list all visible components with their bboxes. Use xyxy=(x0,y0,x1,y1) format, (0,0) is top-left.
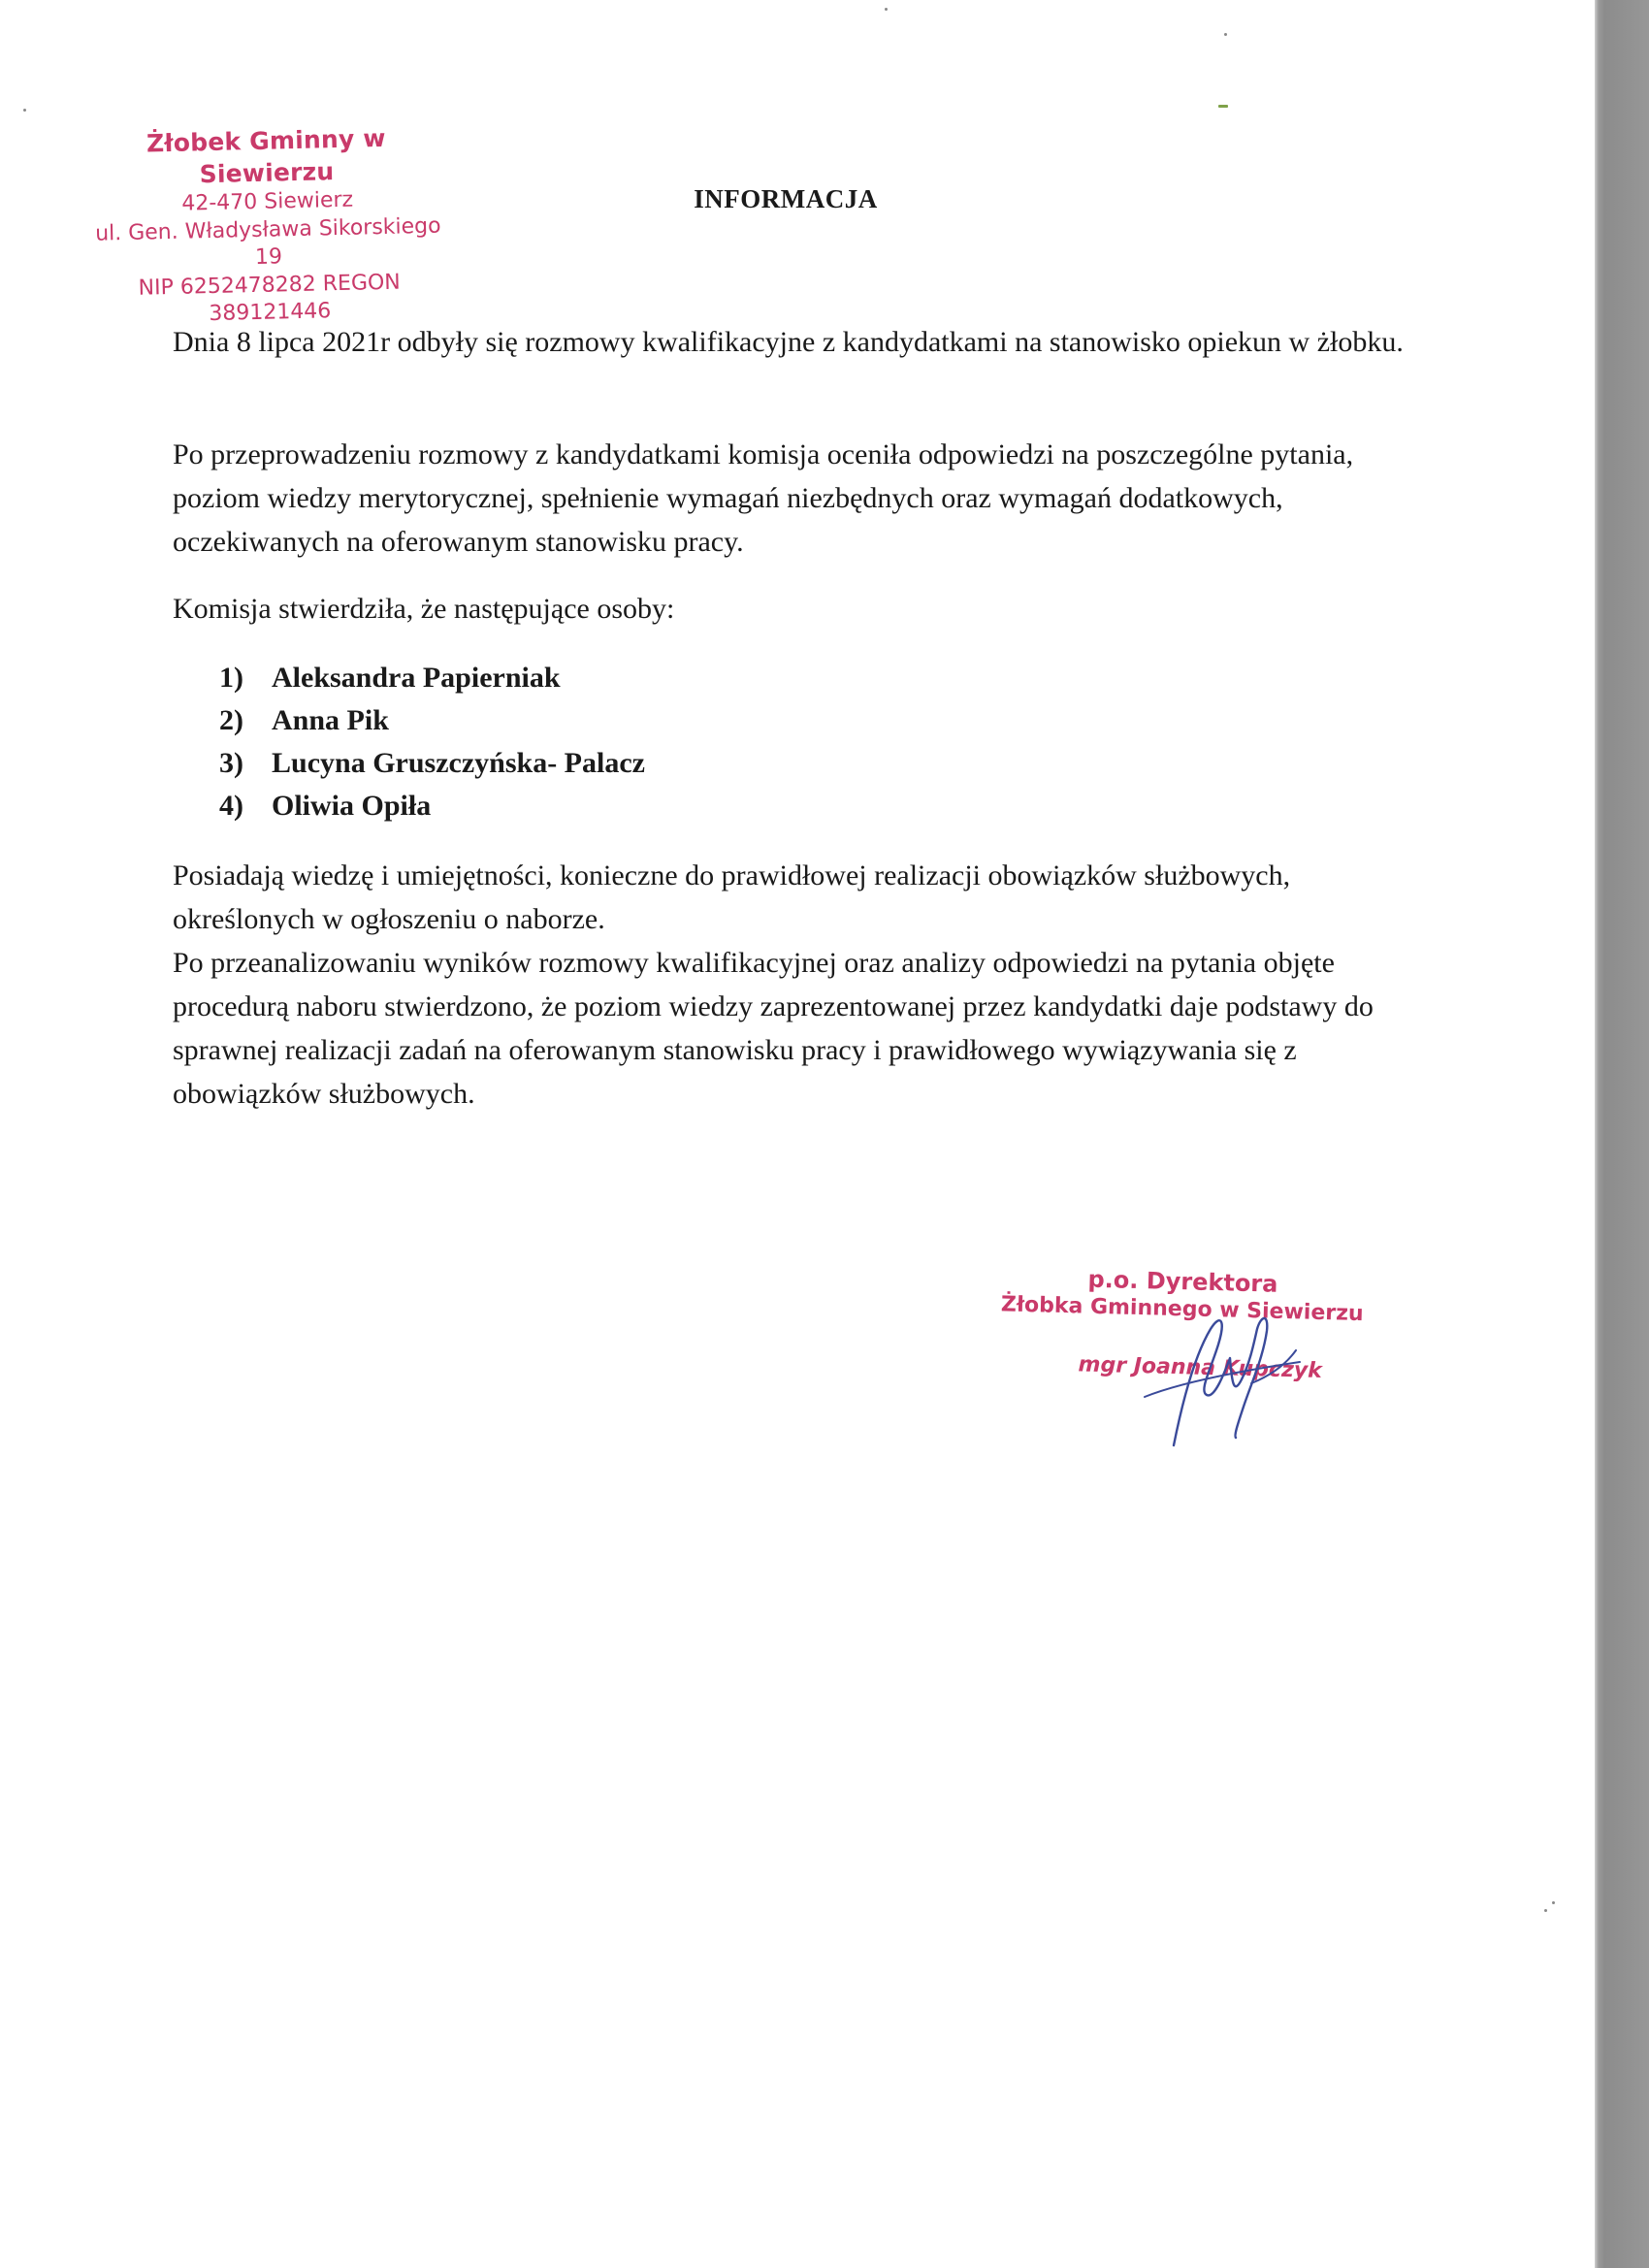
stamp-postal-code: 42-470 Siewierz xyxy=(181,187,354,216)
candidate-name: Oliwia Opiła xyxy=(272,790,432,822)
handwritten-signature xyxy=(1106,1290,1319,1455)
list-item xyxy=(219,742,645,785)
candidate-name: Aleksandra Papierniak xyxy=(272,662,561,694)
paragraph-committee-statement: Komisja stwierdziła, że następujące osoby: xyxy=(173,593,675,625)
stamp-institution-name: Żłobek Gminny w Siewierzu xyxy=(146,123,386,188)
conclusion-block xyxy=(173,854,1424,1116)
signatory-role: p.o. Dyrektora xyxy=(1087,1265,1278,1298)
paragraph-interview-date: Dnia 8 lipca 2021r odbyły się rozmowy kwalifikacyjne z kandydatkami na stanowisko opiekun w żłobku. xyxy=(173,326,1404,358)
scan-speck xyxy=(23,109,26,112)
list-item xyxy=(219,785,645,827)
signatory-organization: Żłobka Gminnego w Siewierzu xyxy=(1000,1292,1364,1327)
scan-speck xyxy=(1224,33,1227,36)
list-item xyxy=(219,699,645,742)
scan-speck xyxy=(1544,1909,1547,1912)
candidate-name: Anna Pik xyxy=(272,704,389,736)
paragraph-conclusion: Po przeanalizowaniu wyników rozmowy kwalifikacyjnej oraz analizy odpowiedzi na pytania objęte procedurą naboru stwierdzono, że poziom wiedzy zaprezentowanej przez kandydatki daje podstawy do sprawnej realizacji zadań na oferowanym stanowisku pracy i prawidłowego wywiązywania się z obowiązków służbowych. xyxy=(173,947,1374,1110)
scan-speck xyxy=(1218,105,1228,108)
scan-speck xyxy=(885,8,888,11)
candidate-name: Lucyna Gruszczyńska- Palacz xyxy=(272,747,645,779)
scan-speck xyxy=(1552,1901,1555,1904)
candidate-list xyxy=(219,657,645,827)
institution-stamp xyxy=(81,121,455,332)
list-number: 2) xyxy=(219,704,243,736)
list-number: 1) xyxy=(219,662,243,694)
list-number: 4) xyxy=(219,790,243,822)
paragraph-evaluation: Po przeprowadzeniu rozmowy z kandydatkami komisja oceniła odpowiedzi na poszczególne pytania, poziom wiedzy merytorycznej, spełnienie wymagań niezbędnych oraz wymagań dodatkowych, oczekiwanych na oferowanym stanowisku pracy. xyxy=(173,438,1354,558)
stamp-tax-ids: NIP 6252478282 REGON 389121446 xyxy=(138,270,402,327)
document-title: INFORMACJA xyxy=(694,184,878,213)
signatory-name: mgr Joanna Kupczyk xyxy=(1078,1352,1323,1384)
stamp-street-address: ul. Gen. Władysława Sikorskiego 19 xyxy=(94,213,441,271)
list-number: 3) xyxy=(219,747,243,779)
paragraph-qualifications: Posiadają wiedzę i umiejętności, konieczne do prawidłowej realizacji obowiązków służbowych, określonych w ogłoszeniu o naborze. xyxy=(173,859,1291,935)
list-item xyxy=(219,657,645,699)
scan-edge xyxy=(1595,0,1649,2268)
